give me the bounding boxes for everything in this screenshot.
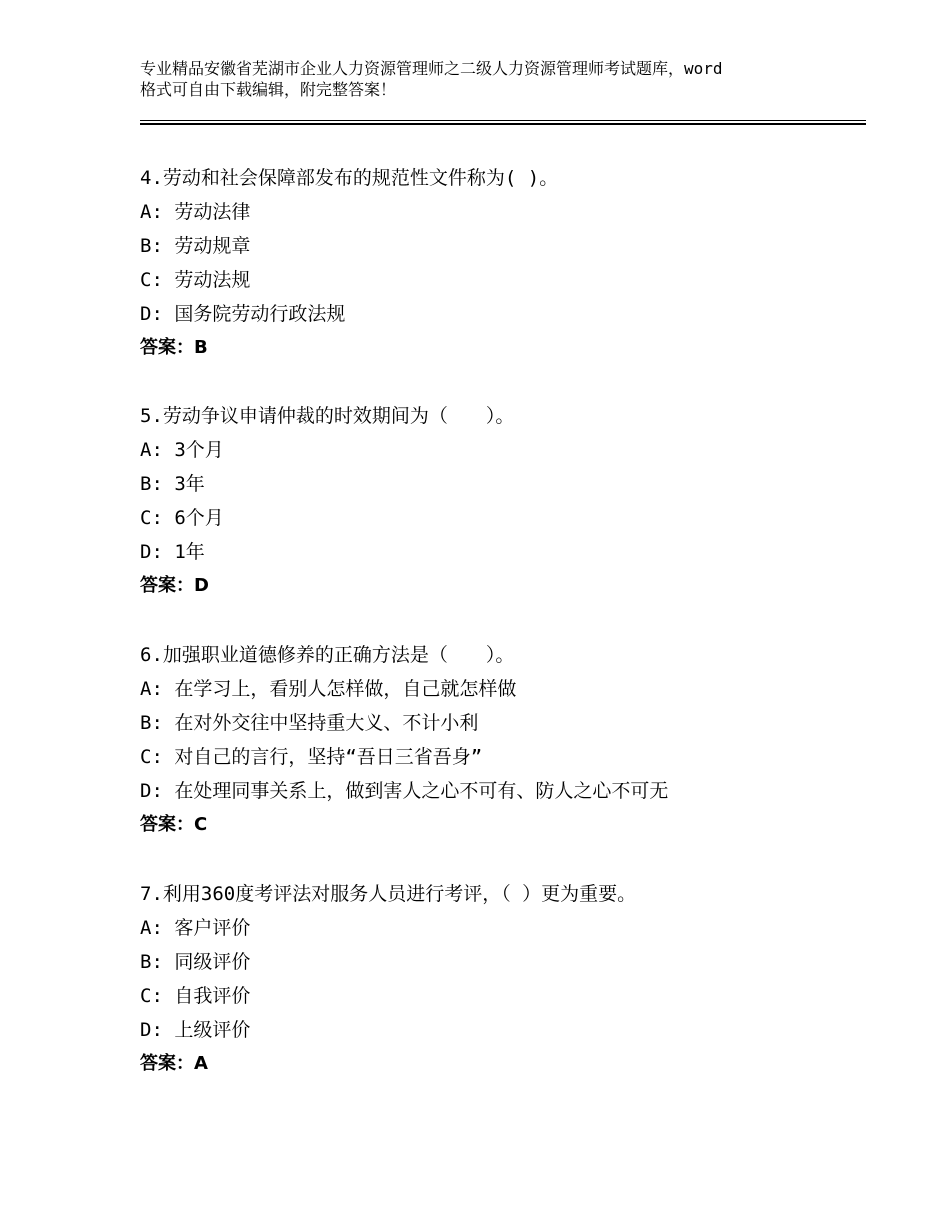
question-text: 7.利用360度考评法对服务人员进行考评，（ ）更为重要。 xyxy=(140,883,637,905)
option-c: C: 劳动法规 xyxy=(140,269,251,291)
question-block-7 xyxy=(140,877,880,1081)
answer-label: 答案：D xyxy=(140,575,209,596)
question-block-5 xyxy=(140,399,880,603)
question-block-4 xyxy=(140,161,880,365)
option-c: C: 自我评价 xyxy=(140,985,251,1007)
option-c: C: 对自己的言行，坚持“吾日三省吾身” xyxy=(140,746,483,768)
option-d: D: 在处理同事关系上，做到害人之心不可有、防人之心不可无 xyxy=(140,780,669,802)
option-c: C: 6个月 xyxy=(140,507,224,529)
option-b: B: 3年 xyxy=(140,473,205,495)
answer-label: 答案：C xyxy=(140,814,208,835)
header-divider-thin xyxy=(140,120,866,121)
option-a: A: 劳动法律 xyxy=(140,201,251,223)
question-text: 4.劳动和社会保障部发布的规范性文件称为( )。 xyxy=(140,167,559,189)
option-a: A: 客户评价 xyxy=(140,917,251,939)
option-a: A: 3个月 xyxy=(140,439,224,461)
option-d: D: 上级评价 xyxy=(140,1019,251,1041)
question-block-6 xyxy=(140,638,880,842)
option-b: B: 劳动规章 xyxy=(140,235,251,257)
option-d: D: 1年 xyxy=(140,541,205,563)
option-b: B: 在对外交往中坚持重大义、不计小利 xyxy=(140,712,479,734)
option-d: D: 国务院劳动行政法规 xyxy=(140,303,346,325)
question-text: 6.加强职业道德修养的正确方法是（ ）。 xyxy=(140,644,515,666)
option-b: B: 同级评价 xyxy=(140,951,251,973)
header-title-line-1: 专业精品安徽省芜湖市企业人力资源管理师之二级人力资源管理师考试题库，word xyxy=(140,59,723,78)
answer-label: 答案：B xyxy=(140,337,208,358)
header-title-line-2: 格式可自由下载编辑，附完整答案！ xyxy=(140,80,397,99)
option-a: A: 在学习上，看别人怎样做，自己就怎样做 xyxy=(140,678,517,700)
answer-label: 答案：A xyxy=(140,1053,208,1074)
document-header xyxy=(140,58,860,100)
header-divider-thick xyxy=(140,123,866,125)
question-text: 5.劳动争议申请仲裁的时效期间为（ ）。 xyxy=(140,405,515,427)
